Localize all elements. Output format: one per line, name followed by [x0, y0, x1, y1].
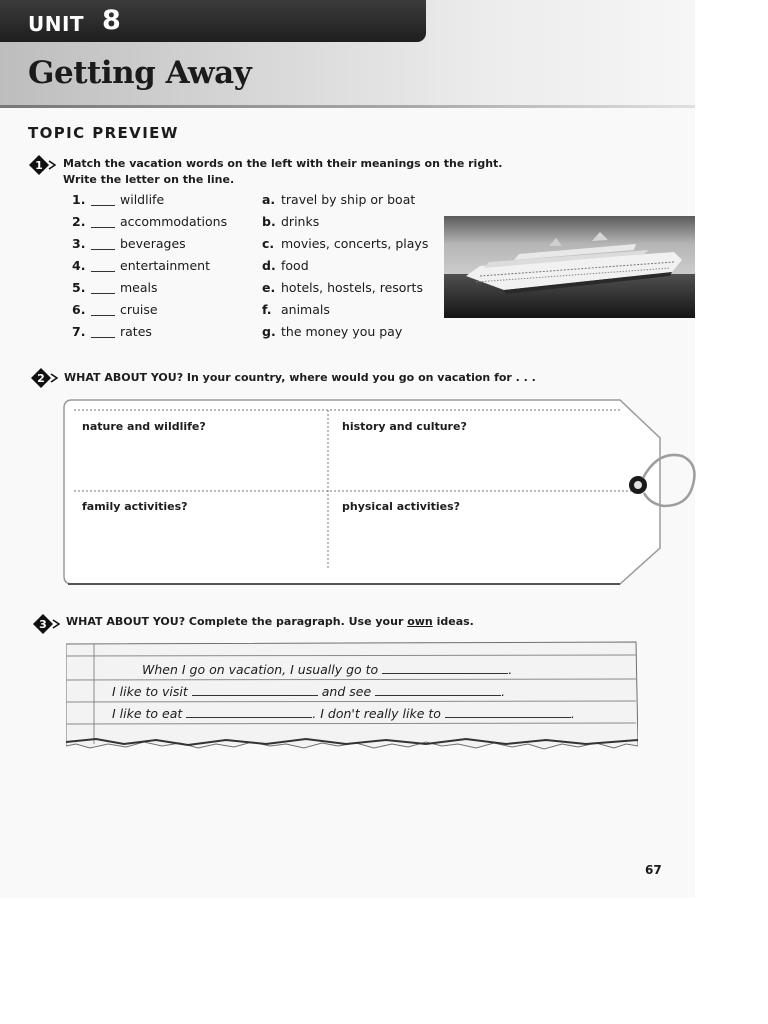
- meaning-letter: g.: [262, 324, 276, 339]
- svg-text:1: 1: [35, 159, 43, 172]
- paragraph-line-3-text-b: . I don't really like to: [312, 706, 441, 721]
- svg-text:2: 2: [37, 372, 45, 385]
- word-number: 1.: [72, 192, 86, 207]
- exercise-2-number-icon: [30, 367, 58, 389]
- answer-blank-visit[interactable]: [192, 685, 318, 696]
- page-number: 67: [645, 863, 662, 877]
- exercise-3-instructions: [66, 614, 474, 630]
- paragraph-line-2-text: I like to visit: [112, 684, 188, 699]
- matching-row: [0, 302, 440, 322]
- meaning-letter: d.: [262, 258, 276, 273]
- paragraph-line-3: I like to eat . I don't really like to .: [112, 706, 575, 721]
- answer-blank[interactable]: [91, 205, 115, 206]
- paragraph-line-1: When I go on vacation, I usually go to .: [142, 662, 513, 677]
- paragraph-line-2: I like to visit and see .: [112, 684, 506, 699]
- meaning-text: drinks: [281, 214, 320, 229]
- word-number: 2.: [72, 214, 86, 229]
- svg-text:3: 3: [39, 618, 47, 631]
- luggage-tag: [60, 398, 700, 588]
- meaning-letter: a.: [262, 192, 276, 207]
- word-number: 5.: [72, 280, 86, 295]
- tag-cell-family: family activities?: [82, 500, 188, 513]
- exercise-3-instruction-text: WHAT ABOUT YOU? Complete the paragraph. Use your: [66, 615, 408, 628]
- vacation-word: rates: [120, 324, 152, 339]
- matching-row: [0, 236, 440, 256]
- paragraph-line-1-text: When I go on vacation, I usually go to: [142, 662, 379, 677]
- section-title: TOPIC PREVIEW: [28, 124, 179, 142]
- exercise-3-instruction-emphasis: own: [407, 615, 433, 628]
- tag-cell-nature: nature and wildlife?: [82, 420, 206, 433]
- matching-row: [0, 280, 440, 300]
- answer-blank[interactable]: [91, 249, 115, 250]
- answer-blank[interactable]: [91, 315, 115, 316]
- matching-row: [0, 258, 440, 278]
- word-number: 6.: [72, 302, 86, 317]
- paragraph-paper: [66, 640, 638, 755]
- meaning-letter: b.: [262, 214, 276, 229]
- vacation-word: meals: [120, 280, 158, 295]
- meaning-text: hotels, hostels, resorts: [281, 280, 423, 295]
- tag-cell-history: history and culture?: [342, 420, 467, 433]
- word-number: 4.: [72, 258, 86, 273]
- tag-cell-physical: physical activities?: [342, 500, 461, 513]
- meaning-letter: f.: [262, 302, 272, 317]
- exercise-3-instruction-end: ideas.: [432, 615, 474, 628]
- word-number: 3.: [72, 236, 86, 251]
- meaning-text: movies, concerts, plays: [281, 236, 429, 251]
- cruise-ship-illustration: [444, 216, 695, 318]
- answer-blank[interactable]: [91, 293, 115, 294]
- exercise-1-instruction-line-2: Write the letter on the line.: [63, 173, 235, 186]
- matching-row: [0, 214, 440, 234]
- paragraph-line-2-text-b: and see: [321, 684, 372, 699]
- vacation-word: cruise: [120, 302, 158, 317]
- meaning-text: the money you pay: [281, 324, 403, 339]
- unit-number: 8: [102, 5, 121, 36]
- exercise-2-instructions: WHAT ABOUT YOU? In your country, where would you go on vacation for . . .: [64, 371, 536, 384]
- unit-label: UNIT: [28, 12, 85, 36]
- meaning-text: travel by ship or boat: [281, 192, 416, 207]
- exercise-1-instructions: [63, 156, 502, 188]
- paragraph-line-3-text: I like to eat: [112, 706, 183, 721]
- matching-row: [0, 192, 440, 212]
- exercise-1-number-icon: [28, 154, 56, 176]
- answer-blank[interactable]: [91, 271, 115, 272]
- answer-blank-eat[interactable]: [186, 707, 312, 718]
- meaning-letter: e.: [262, 280, 276, 295]
- meaning-letter: c.: [262, 236, 275, 251]
- answer-blank-destination[interactable]: [382, 663, 508, 674]
- meaning-text: food: [281, 258, 309, 273]
- cruise-ship-photo: [444, 216, 695, 318]
- answer-blank[interactable]: [91, 337, 115, 338]
- vacation-word: beverages: [120, 236, 186, 251]
- exercise-3-number-icon: [32, 613, 60, 635]
- answer-blank[interactable]: [91, 227, 115, 228]
- vacation-word: accommodations: [120, 214, 228, 229]
- vacation-word: wildlife: [120, 192, 165, 207]
- meaning-text: animals: [281, 302, 330, 317]
- exercise-1-instruction-line-1: Match the vacation words on the left with their meanings on the right.: [63, 157, 503, 170]
- unit-title: Getting Away: [28, 55, 252, 91]
- vacation-word: entertainment: [120, 258, 210, 273]
- matching-row: [0, 324, 440, 344]
- word-number: 7.: [72, 324, 86, 339]
- answer-blank-dislike[interactable]: [445, 707, 571, 718]
- answer-blank-see[interactable]: [375, 685, 501, 696]
- unit-tab: [0, 0, 426, 42]
